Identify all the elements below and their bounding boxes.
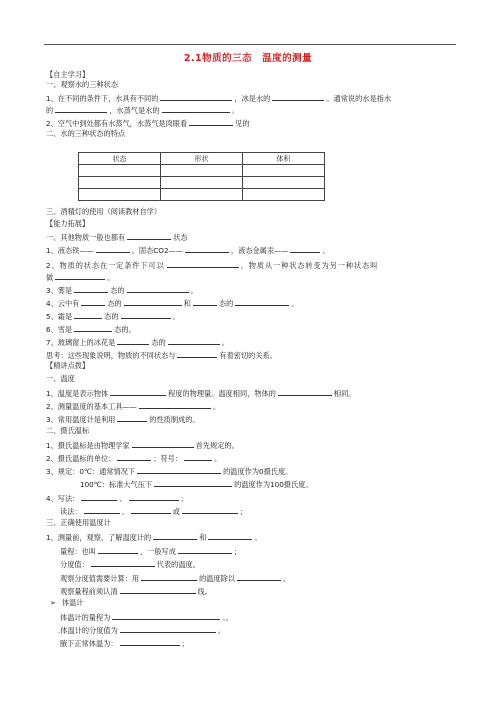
question-line: 7、玻璃窗上的冰花是 态的 。	[46, 338, 229, 347]
blank[interactable]	[98, 545, 138, 554]
blank[interactable]	[141, 572, 197, 581]
table-header-cell: 体积	[243, 153, 325, 165]
blank[interactable]	[189, 117, 233, 126]
question-line: 4、写法： 、 ；	[46, 494, 188, 503]
section-head-explanation: 【精讲点拨】	[46, 361, 90, 370]
subsection-alcohol-lamp: 三、酒精灯的使用（阅读教材自学）	[46, 207, 162, 216]
section-head-extension: 【能力拓展】	[46, 219, 90, 228]
table-cell[interactable]	[79, 177, 161, 189]
blank[interactable]	[154, 478, 232, 487]
question-line: 2、空气中到处都有水蒸气，水蒸气是肉眼看 见的	[46, 119, 250, 128]
question-line: 腋下正常体温为： ；	[60, 639, 189, 648]
question-line: 1、温度是表示物体 程度的物理量。温度相同，物体的 相同。	[46, 389, 356, 398]
blank[interactable]	[110, 387, 166, 396]
blank[interactable]	[178, 545, 232, 554]
table-row	[79, 189, 325, 201]
blank[interactable]	[132, 439, 194, 448]
blank[interactable]	[55, 104, 107, 113]
question-line: 1、摄氏温标是由物理学家 首先规定的。	[46, 441, 239, 450]
thermometer-heading: ➢ 体温计	[50, 598, 84, 607]
blank[interactable]	[162, 104, 230, 113]
header-rule	[44, 44, 456, 45]
blank[interactable]	[193, 297, 217, 306]
question-line: 3、雾是 态的 。	[46, 286, 198, 295]
blank[interactable]	[167, 259, 239, 268]
table-row	[79, 165, 325, 177]
blank[interactable]	[208, 531, 252, 540]
blank[interactable]	[55, 271, 105, 280]
blank[interactable]	[81, 492, 117, 501]
subsection-temperature: 一、温度	[46, 374, 75, 383]
table-header-cell: 形状	[161, 153, 243, 165]
table-cell[interactable]	[79, 165, 161, 177]
question-line: 6、雪是 态的。	[46, 325, 136, 334]
subsection-observe-water: 一、观察水的三种状态	[46, 80, 118, 89]
blank[interactable]	[278, 387, 332, 396]
blank[interactable]	[168, 336, 220, 345]
states-table	[78, 152, 325, 201]
blank[interactable]	[235, 297, 289, 306]
table-cell[interactable]	[243, 165, 325, 177]
blank[interactable]	[290, 244, 320, 253]
blank[interactable]	[182, 505, 238, 514]
question-line: 观察量程前须认清 线。	[60, 587, 212, 596]
blank[interactable]	[139, 400, 211, 409]
blank[interactable]	[153, 531, 197, 540]
question-line: 1、在不同的条件下，水具有不同的 ，冰是水的 。通常说的水是指水	[46, 94, 392, 103]
question-line: 5、霜是 态的 。	[46, 312, 180, 321]
blank[interactable]	[120, 585, 196, 594]
blank[interactable]	[74, 323, 112, 332]
question-line: .体温计的分度值为 。	[58, 626, 225, 635]
question-line: 一、其他物质一般也都有 状态	[46, 233, 188, 242]
arrow-bullet-icon: ➢	[50, 599, 56, 607]
question-line: 2、测量温度的基本工具—— 。	[46, 402, 221, 411]
blank[interactable]	[137, 465, 221, 474]
question-line: 2、摄氏温标的单位： ；符号： 。	[46, 454, 222, 463]
question-line: 2、物质的状态在一定条件下可以 ，物质从一种状态转变为另一种状态叫	[46, 261, 379, 270]
question-line: 3、规定：0℃：通常情况下 的温度作为0摄氏度。	[46, 467, 293, 476]
blank[interactable]	[124, 297, 182, 306]
blank[interactable]	[121, 310, 171, 319]
blank[interactable]	[112, 611, 220, 620]
blank[interactable]	[120, 624, 216, 633]
blank[interactable]	[237, 572, 281, 581]
blank[interactable]	[129, 492, 179, 501]
blank[interactable]	[74, 310, 102, 319]
blank[interactable]	[91, 558, 155, 567]
blank[interactable]	[127, 284, 189, 293]
question-line: 观察分度值需要计算：用 的温度除以 。	[60, 574, 291, 583]
blank[interactable]	[120, 637, 180, 646]
question-line: 100℃：标准大气压下 的温度作为100摄氏度。	[80, 480, 313, 489]
table-cell[interactable]	[161, 189, 243, 201]
question-line: 1、液态铁—— ，固态CO2—— ，液态金属汞—— 。	[46, 246, 330, 255]
blank[interactable]	[185, 244, 229, 253]
table-cell[interactable]	[161, 177, 243, 189]
blank[interactable]	[272, 92, 324, 101]
question-line: 做 。	[46, 273, 115, 282]
blank[interactable]	[160, 92, 232, 101]
blank[interactable]	[84, 505, 120, 514]
question-line: 读法： 、 或 ；	[60, 507, 248, 516]
page-title: 2.1物质的三态 温度的测量	[183, 53, 313, 64]
blank[interactable]	[127, 231, 171, 240]
table-row	[79, 177, 325, 189]
question-line: 1、测量前，观察、了解温度计的 和 。	[46, 533, 262, 542]
blank[interactable]	[184, 452, 212, 461]
table-header-cell: 状态	[79, 153, 161, 165]
blank[interactable]	[117, 452, 151, 461]
question-line: 的 ，水蒸气是水的 。	[46, 106, 239, 115]
question-line: 分度值： 代表的温度。	[60, 560, 200, 569]
section-head-self-study: 【自主学习】	[46, 70, 90, 79]
table-header-row	[79, 153, 325, 165]
question-line: 量程：也叫 ，一般写成 ；	[60, 547, 242, 556]
blank[interactable]	[117, 413, 147, 422]
table-cell[interactable]	[79, 189, 161, 201]
blank[interactable]	[81, 297, 105, 306]
blank[interactable]	[177, 349, 217, 358]
blank[interactable]	[74, 284, 108, 293]
question-line: 3、常用温度计是利用 的性质制成的。	[46, 415, 200, 424]
blank[interactable]	[96, 244, 130, 253]
blank[interactable]	[117, 336, 149, 345]
question-line: 体温计的量程为 。。	[60, 613, 234, 622]
subsection-using-thermometer: 三、正确使用温度计	[46, 518, 111, 527]
subsection-celsius-scale: 二、摄氏温标	[46, 426, 90, 435]
subsection-water-states: 二、水的三种状态的特点	[46, 129, 126, 138]
question-line: 思考：这些现象说明，物质的不同状态与 有着密切的关系。	[46, 351, 277, 360]
table-cell[interactable]	[243, 189, 325, 201]
table-cell[interactable]	[243, 177, 325, 189]
blank[interactable]	[131, 505, 171, 514]
table-cell[interactable]	[161, 165, 243, 177]
question-line: 4、云中有 态的 和 态的 。	[46, 299, 299, 308]
